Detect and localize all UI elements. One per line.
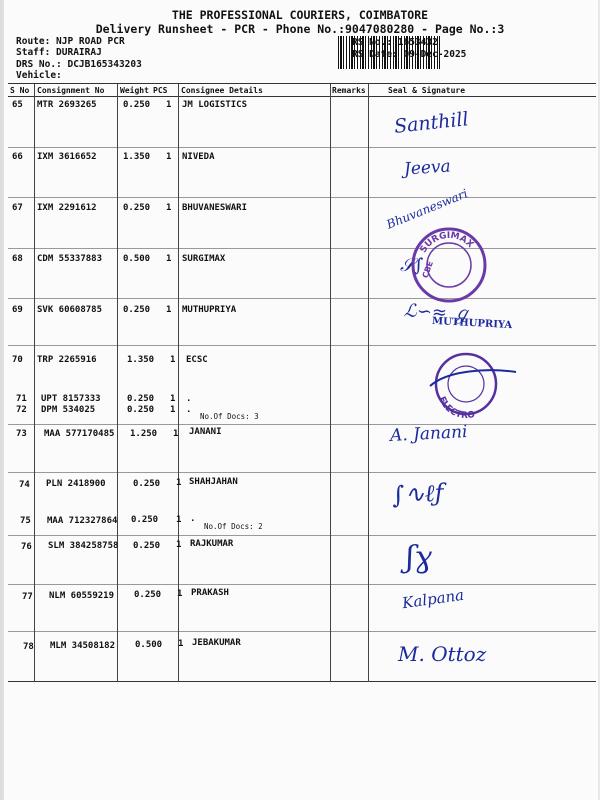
row-pcs: 1: [166, 254, 172, 264]
signature-65: Santhill: [393, 108, 470, 138]
col-header-seal: Seal & Signature: [388, 86, 466, 95]
row-consignee: .: [186, 394, 192, 404]
row-consignment: IXM 2291612: [37, 203, 97, 213]
row-sno: 69: [12, 305, 23, 315]
row-weight: 0.250: [133, 541, 161, 551]
row-divider: [8, 197, 596, 198]
row-weight: 1.350: [123, 152, 151, 162]
vehicle-text: Vehicle:: [16, 70, 62, 81]
signature-74: ∫∿ℓƒ: [391, 478, 445, 510]
row-divider: [8, 535, 596, 536]
row-weight: 1.250: [130, 429, 158, 439]
row-weight: 1.350: [127, 355, 155, 365]
row-divider: [8, 631, 596, 632]
row-consignment: SLM 384258758: [48, 541, 119, 551]
row-pcs: 1: [176, 540, 182, 550]
row-divider: [8, 424, 596, 425]
drs-number: DRS No.: DCJB165343203: [16, 59, 142, 70]
row-sno: 74: [19, 480, 30, 490]
row-pcs: 1: [178, 639, 184, 649]
docs-count-note: No.Of Docs: 2: [204, 522, 263, 531]
row-consignment: UPT 8157333: [41, 394, 101, 404]
row-consignment: CDM 55337883: [37, 254, 103, 264]
row-weight: 0.500: [135, 640, 163, 650]
row-sno: 75: [20, 516, 31, 526]
signature-68: 𝒮∫: [400, 255, 424, 276]
signature-69-scribble: ℒ∽≈ ℊ: [403, 300, 472, 325]
seal-name-text: SURGIMAX: [418, 230, 476, 255]
row-consignee: SURGIMAX: [182, 254, 226, 264]
row-weight: 0.250: [127, 405, 155, 415]
docs-count-note: No.Of Docs: 3: [200, 412, 259, 421]
row-sno: 70: [12, 355, 23, 365]
row-divider: [8, 248, 596, 249]
row-weight: 0.250: [134, 590, 162, 600]
row-pcs: 1: [173, 429, 179, 439]
row-weight: 0.250: [133, 479, 161, 489]
row-consignee: .: [190, 514, 196, 524]
company-title: THE PROFESSIONAL COURIERS, COIMBATORE: [171, 8, 429, 22]
row-divider: [8, 472, 596, 473]
row-consignment: MTR 2693265: [37, 100, 97, 110]
signature-78: M. Ottoz: [398, 642, 487, 666]
row-consignment: DPM 534025: [41, 405, 96, 415]
row-consignee: MUTHUPRIYA: [182, 305, 237, 315]
signature-69: MUTHUPRIYA: [431, 315, 513, 332]
signature-77: Kalpana: [401, 585, 466, 613]
row-weight: 0.250: [123, 100, 151, 110]
row-consignment: MAA 712327864: [47, 516, 118, 526]
header-bottom-rule: [8, 96, 596, 97]
column-divider: [34, 84, 35, 682]
row-pcs: 1: [170, 355, 176, 365]
row-sno: 68: [12, 254, 23, 264]
row-sno: 65: [12, 100, 23, 110]
seal-name-text: ELECTRO: [436, 395, 476, 422]
seal-city-text: CBE: [420, 259, 436, 280]
row-consignment: NLM 60559219: [49, 591, 115, 601]
row-weight: 0.250: [131, 515, 159, 525]
route-text: Route: NJP ROAD PCR: [16, 36, 125, 47]
row-pcs: 1: [166, 152, 172, 162]
row-pcs: 1: [176, 478, 182, 488]
signature-66: Jeeva: [403, 156, 452, 180]
row-divider: [8, 298, 596, 299]
ecsc-seal: [428, 350, 518, 422]
row-sno: 77: [22, 592, 33, 602]
row-consignee: RAJKUMAR: [190, 539, 234, 549]
row-divider: [8, 147, 596, 148]
row-weight: 0.500: [123, 254, 151, 264]
staff-text: Staff: DURAIRAJ: [16, 47, 102, 58]
row-pcs: 1: [170, 394, 176, 404]
row-consignee: JEBAKUMAR: [192, 638, 241, 648]
signature-76: ʃɣ: [406, 540, 433, 575]
rs-number: RS No.: 1653432: [352, 37, 438, 48]
col-header-consignment: Consignment No: [37, 86, 105, 95]
row-pcs: 1: [176, 515, 182, 525]
table-bottom-rule: [8, 681, 596, 682]
row-consignee: JM LOGISTICS: [182, 100, 248, 110]
row-consignee: NIVEDA: [182, 152, 215, 162]
signature-67: Bhuvaneswari: [384, 186, 470, 232]
row-consignment: MLM 34508182: [50, 641, 116, 651]
table-top-rule: [8, 83, 596, 84]
row-consignment: SVK 60608785: [37, 305, 103, 315]
row-weight: 0.250: [127, 394, 155, 404]
row-pcs: 1: [166, 305, 172, 315]
row-sno: 78: [23, 642, 34, 652]
rs-date: RS Date: 09-Dec-2025: [352, 49, 467, 60]
row-pcs: 1: [170, 405, 176, 415]
seal-overstroke: [430, 370, 516, 386]
row-divider: [8, 345, 596, 346]
row-weight: 0.250: [123, 203, 151, 213]
row-consignee: SHAHJAHAN: [189, 477, 238, 487]
row-consignee: .: [186, 405, 192, 415]
surgimax-seal: [410, 226, 488, 304]
row-pcs: 1: [166, 203, 172, 213]
column-divider: [368, 84, 369, 682]
row-consignment: TRP 2265916: [37, 355, 97, 365]
row-sno: 67: [12, 203, 23, 213]
col-header-consignee: Consignee Details: [181, 86, 263, 95]
row-divider: [8, 584, 596, 585]
row-consignment: MAA 577170485: [44, 429, 115, 439]
row-sno: 73: [16, 429, 27, 439]
row-sno: 71: [16, 394, 27, 404]
column-divider: [330, 84, 331, 682]
row-weight: 0.250: [123, 305, 151, 315]
col-header-weight: Weight: [120, 86, 149, 95]
row-consignee: PRAKASH: [191, 588, 229, 598]
row-consignee: JANANI: [189, 427, 222, 437]
column-divider: [117, 84, 118, 682]
row-consignee: ECSC: [186, 355, 208, 365]
runsheet-subtitle: Delivery Runsheet - PCR - Phone No.:9047080280 - Page No.:3: [95, 22, 505, 36]
row-pcs: 1: [177, 589, 183, 599]
row-consignment: IXM 3616652: [37, 152, 97, 162]
row-pcs: 1: [166, 100, 172, 110]
col-header-sno: S No: [10, 86, 30, 95]
row-consignment: PLN 2418900: [46, 479, 106, 489]
row-sno: 66: [12, 152, 23, 162]
col-header-remarks: Remarks: [332, 86, 366, 95]
row-sno: 72: [16, 405, 27, 415]
signature-73: A. Janani: [389, 421, 468, 447]
row-sno: 76: [21, 542, 32, 552]
row-consignee: BHUVANESWARI: [182, 203, 248, 213]
col-header-pcs: PCS: [153, 86, 168, 95]
